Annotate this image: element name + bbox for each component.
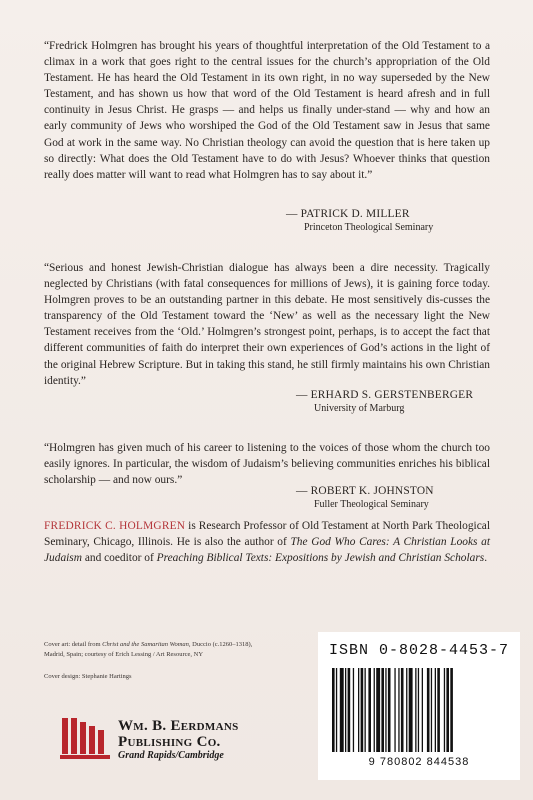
barcode-bar [431,668,432,752]
barcode-bar [422,668,423,752]
book-title: Preaching Biblical Texts: Expositions by Jewish and Christian Scholars [156,552,485,565]
barcode-bar [361,668,364,752]
barcode-bar [388,668,391,752]
barcode-bar [348,668,351,752]
barcode-bar [332,668,335,752]
barcode-bar [409,668,413,752]
barcode-bar [418,668,419,752]
credit-text: , Duccio (c.1260–1318), [188,641,253,648]
credit-text: Cover art: detail from [44,641,103,648]
barcode-bar [365,668,366,752]
barcode-bar [437,668,440,752]
publisher-name: Publishing Co. [118,734,221,750]
barcode-bar [444,668,445,752]
attribution-gerstenberger [296,388,473,416]
eerdmans-logo-icon [60,712,114,762]
isbn-label: ISBN 0-8028-4453-7 [328,642,510,659]
cover-art-credit [44,640,252,659]
barcode-number: 9 780802 844538 [368,756,470,768]
attribution-name: — ERHARD S. GERSTENBERGER [296,389,474,401]
credit-text: Madrid, Spain; courtesy of Erich Lessing / Art Resource, NY [44,650,204,658]
bio-text: and coeditor of [81,552,157,565]
attribution-institution: Princeton Theological Seminary [304,222,434,233]
barcode-bar [340,668,344,752]
barcode-bar [415,668,416,752]
quote-gerstenberger: “Serious and honest Jewish-Christian dialogue has always been a dire necessity. Tragically neglected by Christians (with fatal consequences for millions of Jews), it is gaining force today. Holmgren proves to be an outstanding partner in this debate. He most sensitively dis-cusses the transparency of the Old Testament toward the ‘New’ as well as the necessary light the New Testament receives from the ‘Old.’ Holmgren’s strongest point, perhaps, is to accept the fact that different communities of faith do interpret their own experiences of God’s actions in the light of the original Hebrew Scripture. But in taking this stand, he still firmly maintains his own Christian identity.” [44,262,490,387]
barcode-bar [336,668,337,752]
barcode-bar [406,668,407,752]
barcode-bar [376,668,380,752]
barcode-bar [398,668,399,752]
publisher-location: Grand Rapids/Cambridge [118,750,224,761]
barcode-bars [332,668,506,754]
author-bio [44,518,490,566]
barcode-bar [394,668,395,752]
attribution-johnston [296,484,434,512]
attribution-name: — PATRICK D. MILLER [286,208,410,220]
bio-text: is Research Professor of Old Testament at North Park Theological Seminary, Chicago, Illinois. He is also the author of [44,520,490,549]
barcode-bar [450,668,453,752]
attribution-miller [286,207,433,235]
bio-text: . [484,552,488,565]
artwork-title: Christ and the Samaritan Woman [102,641,189,648]
barcode-bar [345,668,346,752]
publisher-name: Wm. B. Eerdmans [118,718,239,734]
barcode-bar [435,668,436,752]
barcode-bar [427,668,430,752]
cover-design-credit: Cover design: Stephanie Hartings [44,673,132,680]
barcode-bar [385,668,386,752]
barcode-bar [446,668,449,752]
attribution-name: — ROBERT K. JOHNSTON [296,485,434,497]
barcode-bar [358,668,359,752]
quote-johnston: “Holmgren has given much of his career to listening to the voices of those whom the church too easily ignores. In particular, the wisdom of Judaism’s believing communities enriches his biblical scholarship — and now ours.” [44,442,490,487]
barcode-bar [374,668,375,752]
barcode-bar [353,668,354,752]
author-name: FREDRICK C. HOLMGREN [44,520,186,532]
attribution-institution: Fuller Theological Seminary [314,499,429,510]
barcode-bar [401,668,404,752]
quote-miller: “Fredrick Holmgren has brought his years of thoughtful interpretation of the Old Testament to a climax in a work that goes right to the central issues for the church’s appropriation of the Old Testament. He has heard the Old Testament in its own right, in no way superseded by the New Testament, and has shown us how that word of the Old Testament is heard afresh and in full continuity in Jesus Christ. He grasps — and helps us finally under-stand — why and how an early community of Jews who worshiped the God of the Old Testament saw in Jesus that same God at work in the same way. No Christian theology can avoid the question that is here taken up so directly: What does the Old Testament have to do with Jesus? Whoever thinks that question really does matter will want to read what Holmgren has to say about it.” [44,40,490,181]
barcode [318,632,520,780]
barcode-bar [381,668,384,752]
barcode-bar [368,668,371,752]
attribution-institution: University of Marburg [314,403,405,414]
publisher-imprint [118,718,239,762]
book-title: The God Who Cares: A Christian Looks at Judaism [44,536,490,565]
